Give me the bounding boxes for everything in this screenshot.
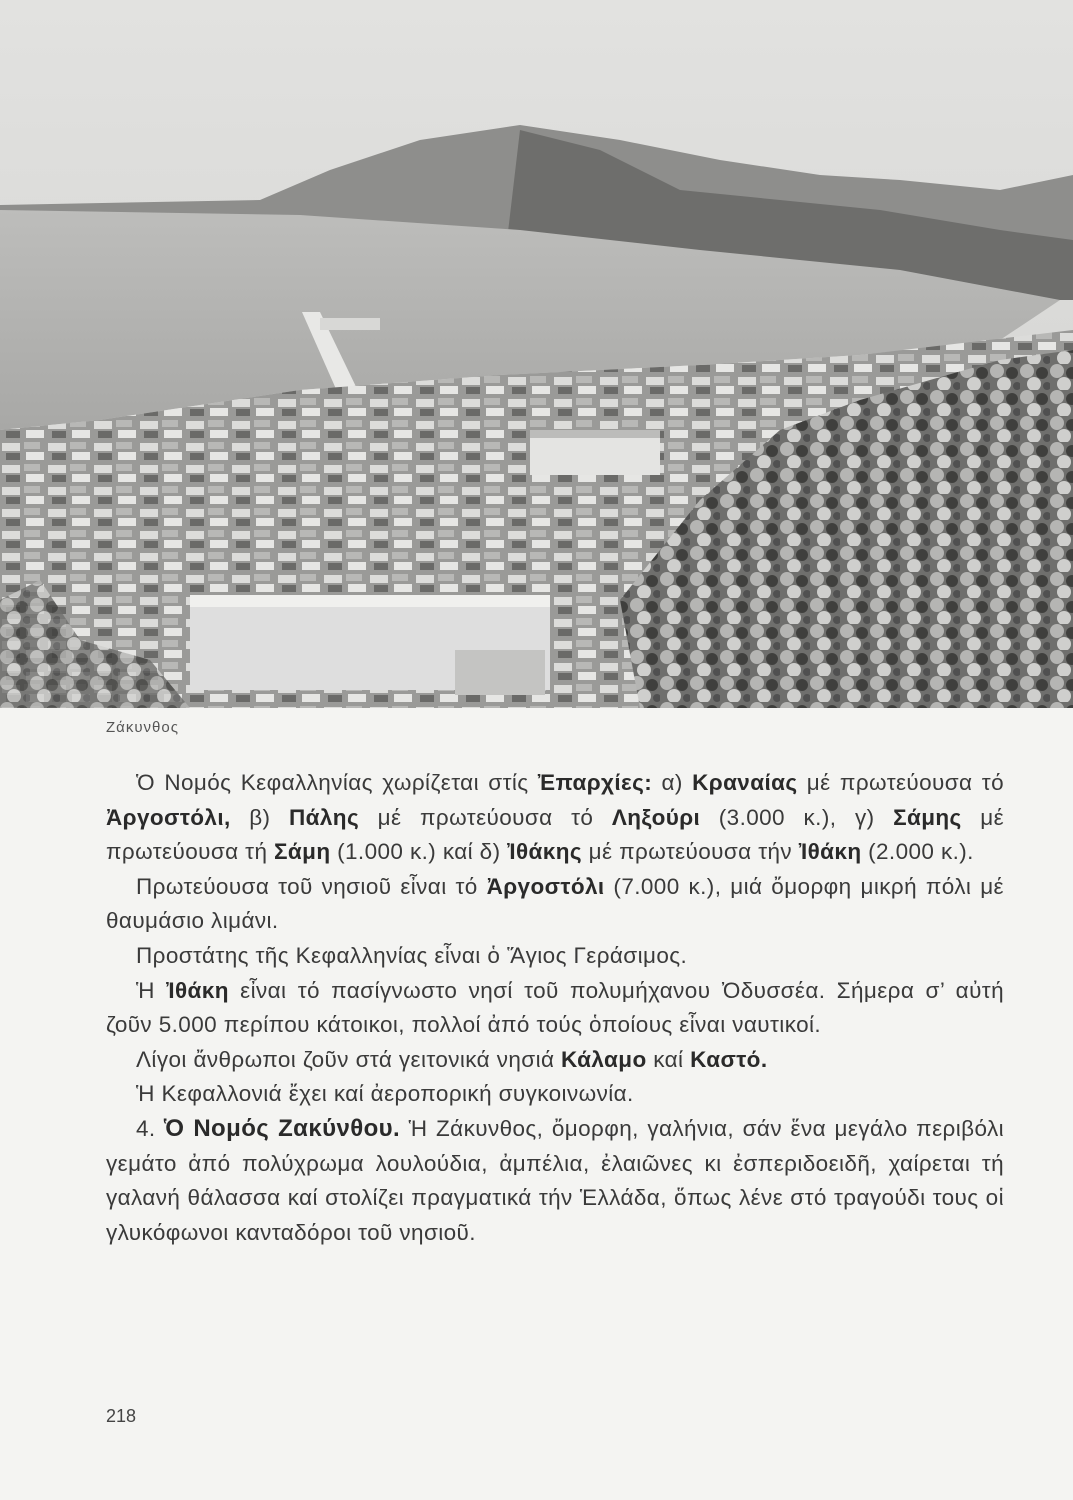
paragraph-zakynthos <box>106 1112 1004 1250</box>
harbor-town-photo <box>0 0 1073 708</box>
text-run: (2.000 κ.). <box>861 839 974 865</box>
bold-term: Ἀργοστόλι <box>486 873 605 899</box>
text-run: Ἡ <box>136 977 167 1003</box>
bold-term: Καστό. <box>690 1046 768 1072</box>
text-run: μέ πρωτεύουσα τήν <box>581 839 799 865</box>
text-run: μέ πρωτεύουσα τό <box>797 770 1004 795</box>
bold-term: Ἰθάκης <box>507 839 582 865</box>
text-run: 4. <box>136 1115 165 1141</box>
bold-term: Κάλαμο <box>561 1046 647 1072</box>
text-run: μέ πρωτεύουσα τή <box>106 804 1004 865</box>
bold-term: Ἀργοστόλι, <box>106 804 231 830</box>
text-run: Πρωτεύουσα τοῦ νησιοῦ εἶναι τό <box>136 873 487 899</box>
paragraph-provinces <box>106 766 1004 870</box>
text-run: (1.000 κ.) καί δ) <box>330 839 508 865</box>
paragraph-patron-saint <box>106 939 1004 974</box>
text-run: Ἡ Ζάκυνθος, ὄμορφη, γαλήνια, σάν ἕνα μεγάλο περιβόλι γεμάτο ἀπό πολύχρωμα λουλούδια, ἀμπέλια, ἐλαιῶνες κι ἐσπεριδοειδῆ, χαίρεται τή γαλανή θάλασσα καί στολίζει πραγματικά τήν Ἑλλάδα, ὅπως λένε στό τραγούδι τους οἱ γλυκόφωνοι κανταδόροι τοῦ νησιοῦ. <box>106 1115 1004 1245</box>
text-run: Λίγοι ἄνθρωποι ζοῦν στά γειτονικά νησιά <box>136 1046 562 1072</box>
text-run: Προστάτης τῆς Κεφαλληνίας εἶναι ὁ Ἅγιος Γεράσιμος. <box>136 942 688 968</box>
bold-term: Σάμη <box>274 839 331 865</box>
photo-illustration <box>0 0 1073 708</box>
paragraph-air-travel <box>106 1077 1004 1112</box>
bold-term: Σάμης <box>893 804 962 830</box>
text-run: εἶναι τό πασίγνωστο νησί τοῦ πολυμήχανου Ὀδυσσέα. Σήμερα σ’ αὐτή ζοῦν 5.000 περίπου κάτοικοι, πολλοί ἀπό τούς ὁποίους εἶναι ναυτικοί. <box>106 977 1004 1038</box>
bold-term: Ἰθάκη <box>166 977 229 1003</box>
bold-term: Ληξούρι <box>611 804 701 830</box>
bold-term: Κραναίας <box>692 770 798 795</box>
bold-term: Πάλης <box>289 804 360 830</box>
paragraph-ithaca <box>106 974 1004 1043</box>
bold-term: Ἰθάκη <box>798 839 862 865</box>
text-run: Ὁ Νομός Κεφαλληνίας χωρίζεται στίς <box>136 770 538 795</box>
text-run: μέ πρωτεύουσα τό <box>359 804 612 830</box>
paragraph-islets <box>106 1043 1004 1078</box>
text-run: καί <box>646 1046 691 1072</box>
paragraph-capital <box>106 870 1004 939</box>
text-run: β) <box>230 804 290 830</box>
body-text <box>106 766 1004 1250</box>
text-run: (3.000 κ.), γ) <box>700 804 894 830</box>
text-run: (7.000 κ.), μιά ὄμορφη μικρή πόλι μέ θαυμάσιο λιμάνι. <box>106 873 1004 934</box>
photo-caption: Ζάκυνθος <box>106 719 179 736</box>
text-run: α) <box>652 770 693 795</box>
text-run: Ἡ Κεφαλλονιά ἔχει καί ἀεροπορική συγκοινωνία. <box>136 1081 634 1107</box>
page-number: 218 <box>106 1406 137 1426</box>
bold-term: Ὁ Νομός Ζακύνθου. <box>164 1114 401 1142</box>
bold-term: Ἐπαρχίες: <box>537 770 653 795</box>
